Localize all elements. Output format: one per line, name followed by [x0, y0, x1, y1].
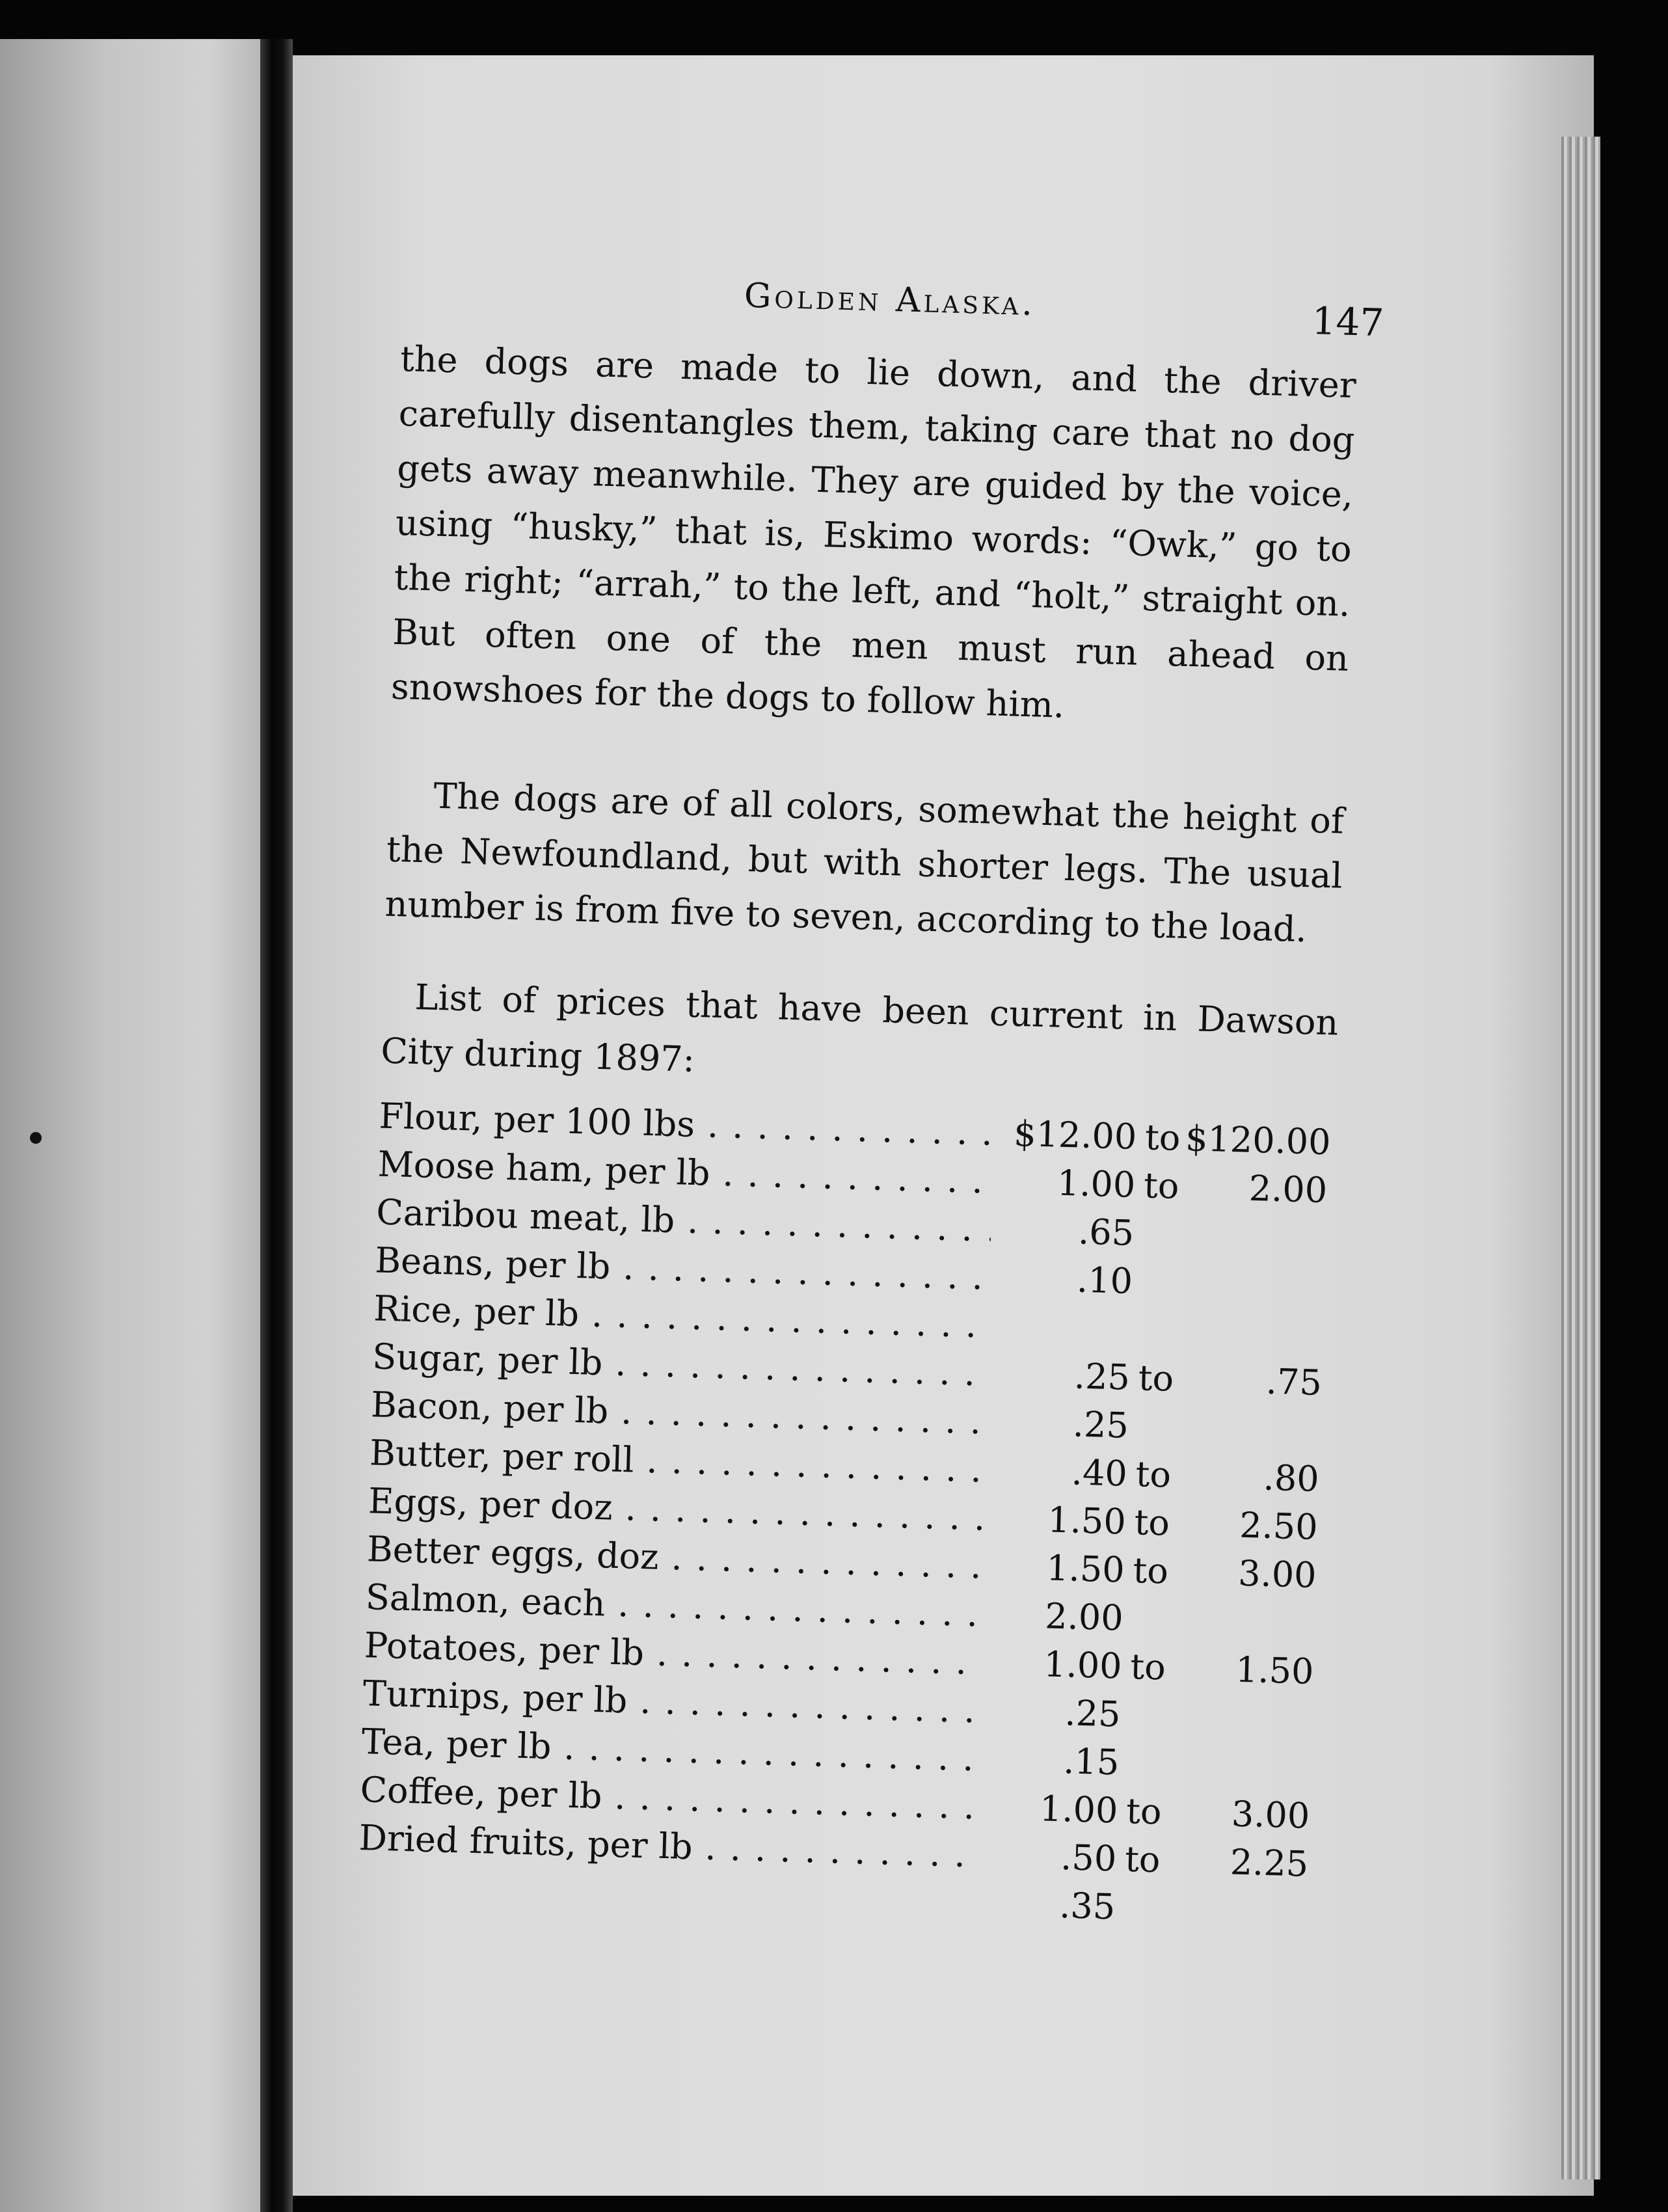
running-head: Golden Alaska. [744, 276, 1036, 324]
price-low: .25 [1073, 1355, 1131, 1398]
price-high: 1.50 [1235, 1649, 1315, 1692]
price-to: to [1132, 1550, 1169, 1592]
price-low: 2.00 [1044, 1595, 1124, 1639]
price-item: Beans, per lb . . . [374, 1237, 990, 1301]
price-item: Bacon, per lb . . . [370, 1381, 986, 1445]
price-high: .75 [1265, 1360, 1323, 1404]
price-item: Coffee, per lb . . . [360, 1766, 976, 1830]
price-item: Sugar, per lb . . . [371, 1333, 988, 1397]
price-item: Butter, per roll . . . [369, 1429, 985, 1493]
price-item: Potatoes, per lb . . . [364, 1622, 980, 1686]
price-item: Better eggs, doz . . . [366, 1526, 982, 1589]
price-high: .80 [1262, 1457, 1320, 1500]
paragraph: the dogs are made to lie down, and the driver carefully disentangles them, taking care that no dog gets away meanwhile. They are guided by the voice, using “husky,” that is, Eskimo words: “Owk,” go to the right; “arrah,” to the left, and “holt,” straight on. But often one of the men must run ahead on snowshoes for the dogs to follow him. [390, 338, 1357, 726]
price-to: to [1125, 1790, 1163, 1833]
price-high: 3.00 [1237, 1552, 1317, 1596]
paragraph: The dogs are of all colors, somewhat the height of the Newfoundland, but with shorter legs. The usual number is from five to seven, according to the load. [384, 775, 1345, 951]
price-low: .40 [1071, 1451, 1128, 1494]
price-low: 1.00 [1039, 1788, 1119, 1831]
price-low: 1.00 [1056, 1162, 1137, 1206]
price-item: Dried fruits, per lb . . . [358, 1814, 975, 1878]
price-low: .25 [1072, 1403, 1129, 1446]
price-low: .10 [1076, 1259, 1133, 1302]
price-low: .65 [1077, 1211, 1135, 1254]
price-high: 2.50 [1239, 1504, 1319, 1548]
price-item: Flour, per 100 lbs . . . [379, 1092, 995, 1156]
price-item: Salmon, each . . . [365, 1574, 981, 1638]
price-item: Moose ham, per lb . . . [377, 1140, 993, 1204]
page-number: 147 [1311, 299, 1385, 345]
book-spine [260, 39, 293, 2212]
page-edges [1561, 137, 1600, 2179]
left-page [0, 39, 260, 2212]
price-low: .15 [1062, 1740, 1120, 1783]
price-item: Eggs, per doz . . . [368, 1477, 984, 1541]
price-item: Tea, per lb . . . [361, 1718, 977, 1782]
price-high: 3.00 [1231, 1793, 1311, 1837]
price-to: to [1124, 1838, 1161, 1881]
price-to: to [1144, 1116, 1181, 1159]
price-item: Rice, per lb . . . [373, 1285, 989, 1349]
price-low: .35 [1058, 1885, 1116, 1928]
price-item: Turnips, per lb . . . [362, 1670, 978, 1734]
price-to: to [1135, 1453, 1172, 1496]
page-content [355, 247, 1385, 2030]
price-low: $12.00 [1013, 1113, 1138, 1157]
price-high: 2.00 [1248, 1167, 1328, 1211]
price-low: 1.00 [1043, 1643, 1123, 1687]
price-high: 2.25 [1230, 1841, 1310, 1885]
price-low: .25 [1064, 1692, 1122, 1735]
price-to: to [1129, 1646, 1166, 1688]
price-low: .50 [1060, 1837, 1118, 1880]
price-item: Caribou meat, lb . . . [376, 1189, 992, 1252]
ink-speck [30, 1132, 42, 1144]
price-low: 1.50 [1045, 1547, 1125, 1591]
paragraph: List of prices that have been current in Dawson City during 1897: [380, 976, 1339, 1080]
price-to: to [1143, 1165, 1180, 1207]
price-to: to [1133, 1502, 1170, 1544]
price-high: $120.00 [1185, 1118, 1332, 1163]
price-low: 1.50 [1047, 1499, 1127, 1543]
price-to: to [1138, 1357, 1174, 1399]
